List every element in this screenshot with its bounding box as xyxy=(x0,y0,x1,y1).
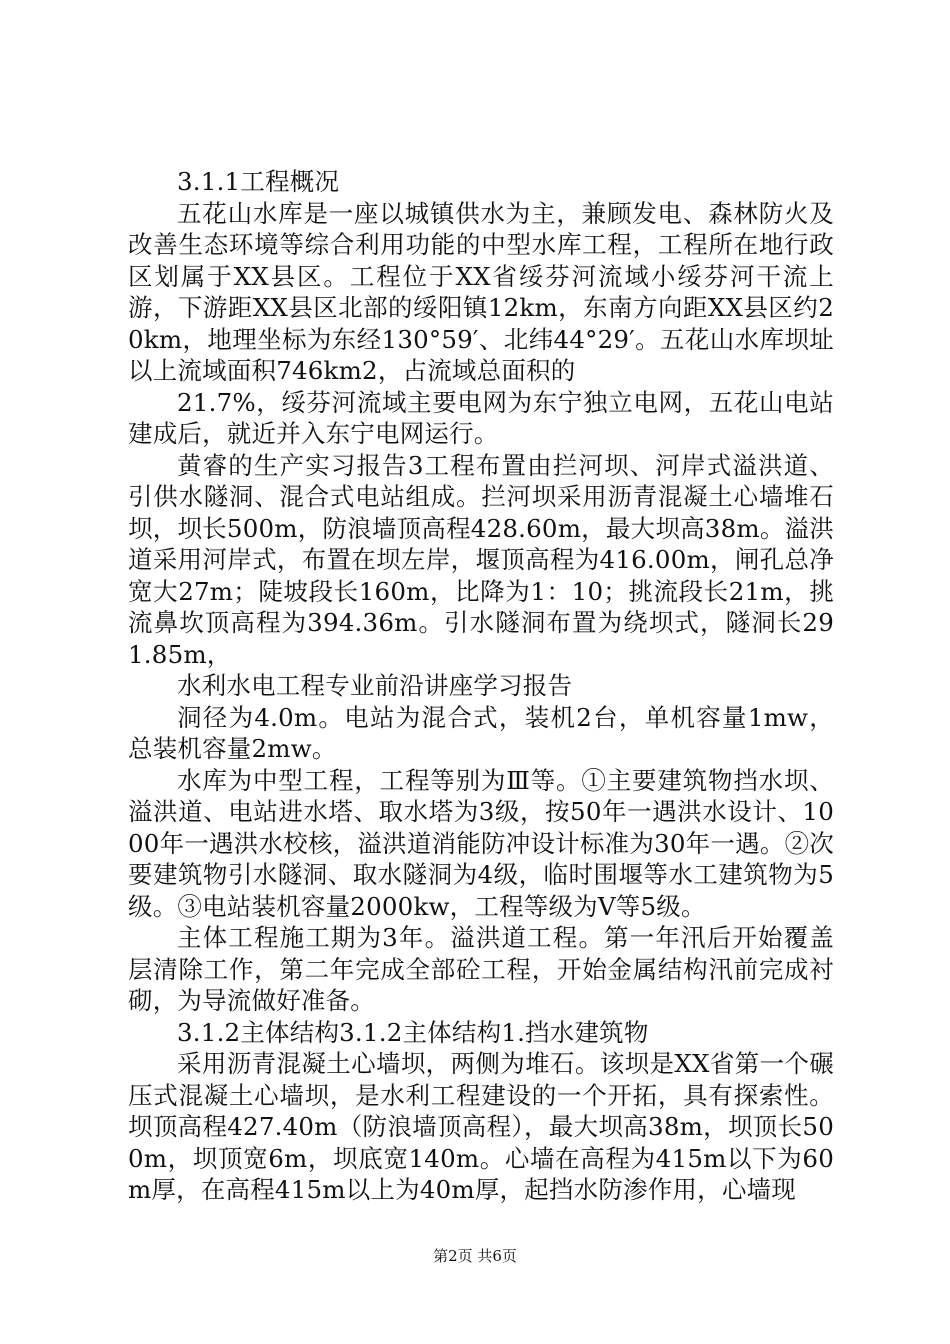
section-heading-3-1-1: 3.1.1工程概况 xyxy=(177,167,340,196)
section-heading-3-1-2: 3.1.2主体结构3.1.2主体结构1.挡水建筑物 xyxy=(177,1017,649,1047)
document-body xyxy=(128,166,834,1206)
paragraph-lecture-title: 水利水电工程专业前沿讲座学习报告 xyxy=(177,671,573,700)
paragraph-dam-structure: 采用沥青混凝土心墙坝，两侧为堆石。该坝是XX省第一个碾压式混凝土心墙坝，是水利工程建设的一个开拓，具有探索性。坝顶高程427.40m（防浪墙顶高程），最大坝高38m，坝顶长500m，坝顶宽6m，坝底宽140m。心墙在高程为415m以下为60m厚，在高程415m以上为40m厚，起挡水防渗作用，心墙现 xyxy=(128,1049,834,1204)
paragraph-project-layout: 黄睿的生产实习报告3工程布置由拦河坝、河岸式溢洪道、引供水隧洞、混合式电站组成。拦河坝采用沥青混凝土心墙堆石坝，坝长500m，防浪墙顶高程428.60m，最大坝高38m。溢洪道采用河岸式，布置在坝左岸，堰顶高程为416.00m，闸孔总净宽大27m；陡坡段长160m，比降为1：10；挑流段长21m，挑流鼻坎顶高程为394.36m。引水隧洞布置为绕坝式，隧洞长291.85m， xyxy=(128,450,834,669)
paragraph-power-station: 洞径为4.0m。电站为混合式，装机2台，单机容量1mw，总装机容量2mw。 xyxy=(128,702,834,763)
paragraph-project-grade: 水库为中型工程，工程等别为Ⅲ等。①主要建筑物挡水坝、溢洪道、电站进水塔、取水塔为3级，按50年一遇洪水设计、1000年一遇洪水校核，溢洪道消能防冲设计标准为30年一遇。②次要建筑物引水隧洞、取水隧洞为4级，临时围堰等水工建筑物为5级。③电站装机容量2000kw，工程等级为Ⅴ等5级。 xyxy=(128,765,834,921)
paragraph-project-overview: 五花山水库是一座以城镇供水为主，兼顾发电、森林防火及改善生态环境等综合利用功能的中型水库工程，工程所在地行政区划属于XX县区。工程位于XX省绥芬河流域小绥芬河干流上游，下游距XX县区北部的绥阳镇12km，东南方向距XX县区约20km，地理坐标为东经130°59′、北纬44°29′。五花山水库坝址以上流域面积746km2，占流域总面积的 xyxy=(128,198,834,385)
paragraph-construction-period: 主体工程施工期为3年。溢洪道工程。第一年汛后开始覆盖层清除工作，第二年完成全部砼工程，开始金属结构汛前完成衬砌，为导流做好准备。 xyxy=(128,923,834,1015)
paragraph-power-grid: 21.7%，绥芬河流域主要电网为东宁独立电网，五花山电站建成后，就近并入东宁电网运行。 xyxy=(128,387,834,448)
page-footer: 第2页 共6页 xyxy=(433,1247,517,1265)
